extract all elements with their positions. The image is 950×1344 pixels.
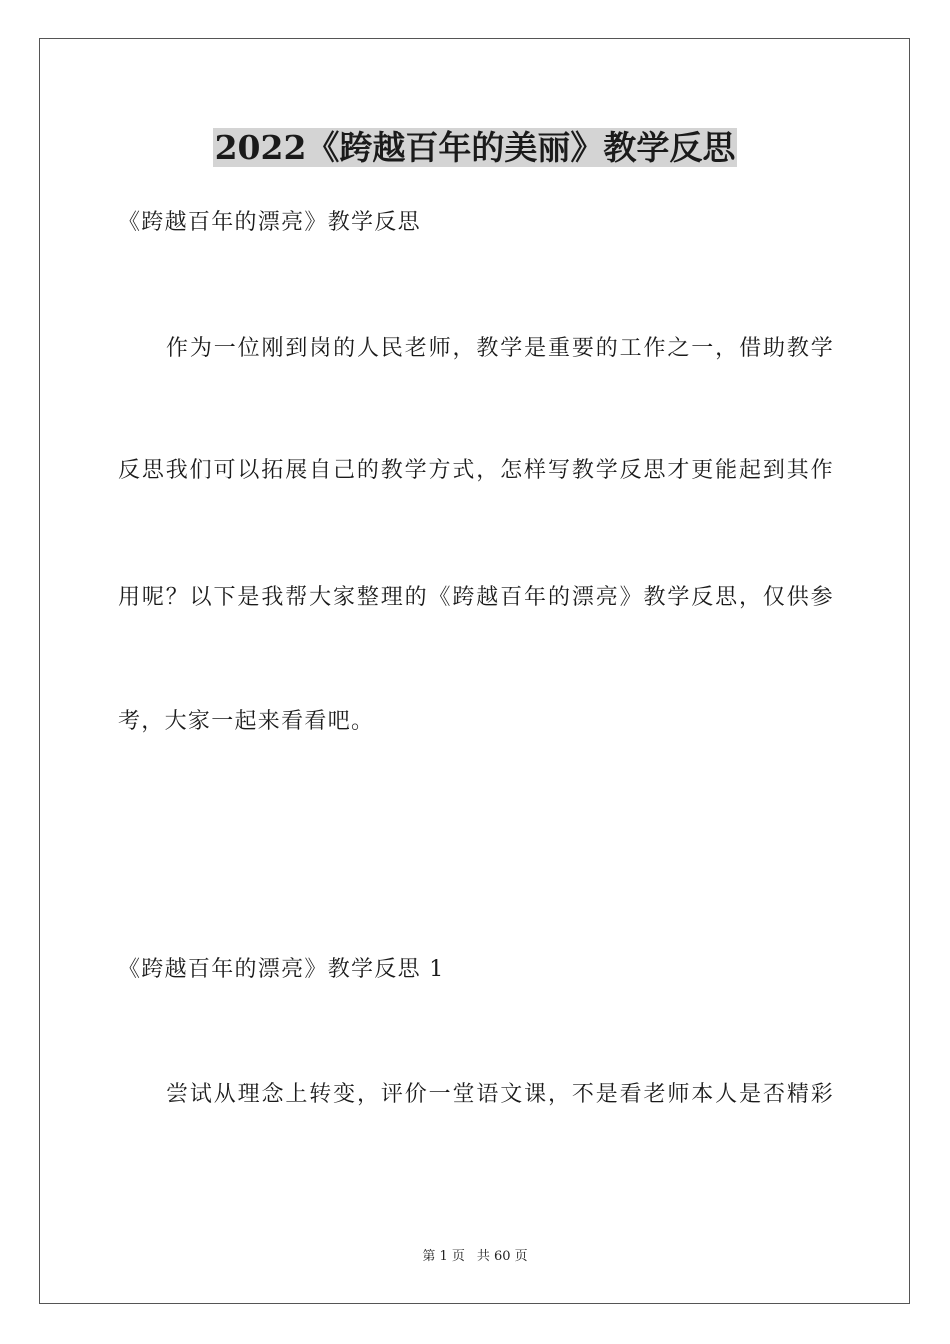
section-line-1: 尝试从理念上转变，评价一堂语文课，不是看老师本人是否精彩 bbox=[166, 1082, 834, 1107]
intro-line-2: 反思我们可以拓展自己的教学方式，怎样写教学反思才更能起到其作 bbox=[118, 458, 834, 483]
page-total: 共 60 页 bbox=[476, 1249, 528, 1264]
document-title bbox=[0, 126, 950, 170]
intro-line-3: 用呢？以下是我帮大家整理的《跨越百年的漂亮》教学反思，仅供参 bbox=[118, 585, 834, 610]
document-title-text: 2022《跨越百年的美丽》教学反思 bbox=[214, 128, 736, 167]
page-number: 第 1 页 bbox=[422, 1249, 465, 1264]
page-footer bbox=[0, 1248, 950, 1266]
intro-line-1: 作为一位刚到岗的人民老师，教学是重要的工作之一，借助教学 bbox=[166, 336, 834, 361]
document-subtitle: 《跨越百年的漂亮》教学反思 bbox=[118, 210, 421, 235]
intro-line-4: 考，大家一起来看看吧。 bbox=[118, 709, 375, 734]
section-heading: 《跨越百年的漂亮》教学反思 1 bbox=[118, 957, 445, 982]
